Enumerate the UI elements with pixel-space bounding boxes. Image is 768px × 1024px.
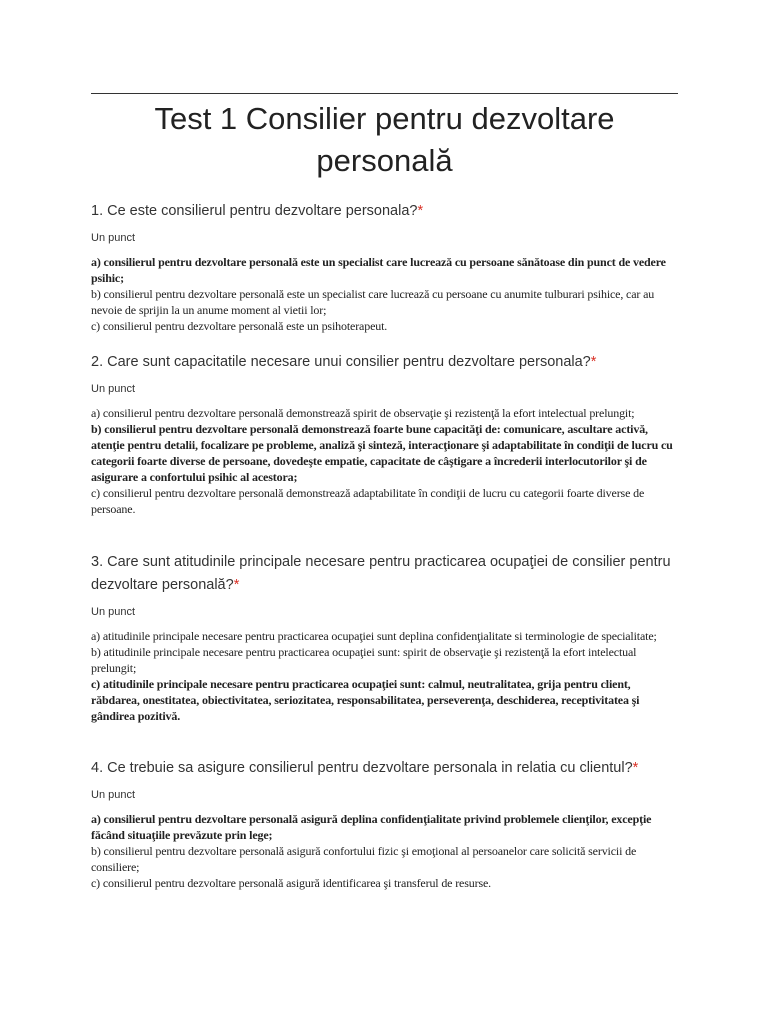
question-title: 3. Care sunt atitudinile principale necesare pentru practicarea ocupaţiei de consilier pentru dezvoltare personală?*	[91, 554, 671, 593]
question-2	[91, 351, 678, 517]
answer-list	[91, 811, 678, 891]
answer-a: a) consilierul pentru dezvoltare personală asigură deplina confidenţialitate privind problemele clienţilor, excepţie făcând situaţiile prevăzute prin lege;	[91, 812, 652, 842]
answer-a: a) atitudinile principale necesare pentru practicarea ocupaţiei sunt deplina confidenţialitate si terminologie de specialitate;	[91, 629, 657, 643]
question-title: 4. Ce trebuie sa asigure consilierul pentru dezvoltare personala in relatia cu clientul?*	[91, 760, 639, 776]
points-label: Un punct	[91, 383, 136, 395]
points-label: Un punct	[91, 232, 136, 244]
required-mark: *	[632, 760, 639, 776]
answer-b: b) consilierul pentru dezvoltare personală asigură confortului fizic şi emoţional al persoanelor care solicită servicii de consiliere;	[91, 844, 637, 874]
required-mark: *	[590, 354, 597, 370]
answer-c: c) consilierul pentru dezvoltare personală asigură identificarea şi transferul de resurse.	[91, 876, 491, 890]
answer-c: c) consilierul pentru dezvoltare personală demonstrează adaptabilitate în condiţii de lucru cu categorii foarte diverse de persoane.	[91, 486, 645, 516]
question-1	[91, 200, 678, 334]
answer-a: a) consilierul pentru dezvoltare personală demonstrează spirit de observaţie şi rezistenţă la efort intelectual prelungit;	[91, 406, 635, 420]
answer-list	[91, 254, 678, 334]
answer-a: a) consilierul pentru dezvoltare personală este un specialist care lucrează cu persoane sănătoase din punct de vedere psihic;	[91, 255, 666, 285]
question-3	[91, 551, 678, 724]
question-title: 2. Care sunt capacitatile necesare unui consilier pentru dezvoltare personala?*	[91, 354, 597, 370]
answer-b: b) atitudinile principale necesare pentru practicarea ocupaţiei sunt: spirit de observaţie şi rezistenţă la efort intelectual prelungit;	[91, 645, 637, 675]
question-title: 1. Ce este consilierul pentru dezvoltare personala?*	[91, 203, 424, 219]
points-label: Un punct	[91, 606, 136, 618]
answer-list	[91, 405, 678, 517]
answer-c: c) atitudinile principale necesare pentru practicarea ocupaţiei sunt: calmul, neutralitatea, grija pentru client, răbdarea, onestitatea, obiectivitatea, seriozitatea, responsabilitatea, perseverenţa, deschiderea, receptivitatea şi gândirea pozitivă.	[91, 677, 640, 723]
required-mark: *	[417, 203, 424, 219]
answer-b: b) consilierul pentru dezvoltare personală este un specialist care lucrează cu persoane cu anumite tulburari psihice, car au nevoie de sprijin la un anume moment al vietii lor;	[91, 287, 655, 317]
required-mark: *	[233, 577, 240, 593]
top-divider	[91, 93, 678, 94]
answer-b: b) consilierul pentru dezvoltare personală demonstrează foarte bune capacităţi de: comunicare, ascultare activă, atenţie pentru detalii, focalizare pe probleme, analiză şi sinteză, interacţionare şi adaptabilitate în condiţii de lucru cu categorii foarte diverse de persoane, dovedeşte empatie, capacitate de câştigare a încrederii interlocutorilor şi de asigurare a confortului psihic al acestora;	[91, 422, 673, 484]
page-title: Test 1 Consilier pentru dezvoltare personală	[154, 101, 615, 178]
points-label: Un punct	[91, 789, 136, 801]
question-4	[91, 757, 678, 891]
answer-list	[91, 628, 678, 724]
answer-c: c) consilierul pentru dezvoltare personală este un psihoterapeut.	[91, 319, 388, 333]
